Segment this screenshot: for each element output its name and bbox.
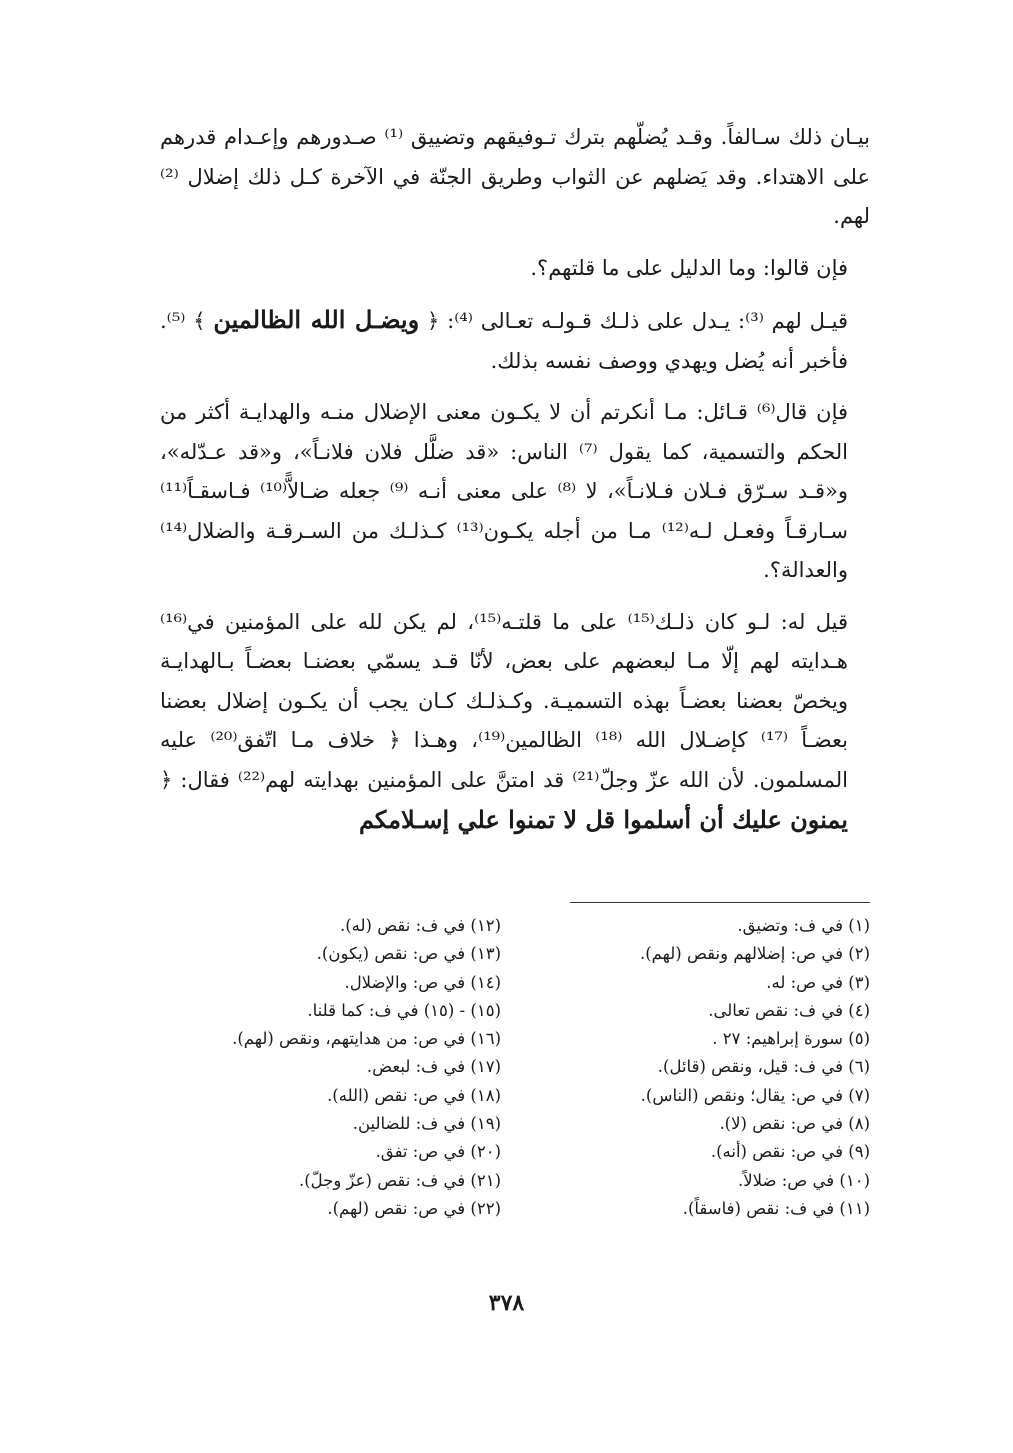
paragraph-5-text: قيل له: لـو كان ذلـك⁽¹⁵⁾ على ما قلتـه⁽¹⁵⁾، لم يكن لله على المؤمنين في⁽¹⁶⁾ هـدايته لهم إلّا مـا لبعضهم على بعض، لأنّا قـد يسمّي بعضنـا بعضـاً بـالهدايـة ويخصّ بعضنا بعضـاً بهذه التسميـة. وكـذلـك كـان يجب أن يكـون إضلال بعضنا بعضـاً ⁽¹⁷⁾ كإضـلال الله ⁽¹⁸⁾ الظالمين⁽¹⁹⁾، وهـذا ﴿ خلاف مـا اتّفق⁽²⁰⁾ عليه المسلمون. لأن الله عزّ وجلّ⁽²¹⁾ قد امتنَّ على المؤمنين بهدايته لهم⁽²²⁾ فقال: ﴿ — [160, 609, 848, 792]
footnote-1: (١) في ف: وتضيق. — [737, 916, 870, 935]
footnote-15: (١٥) - (١٥) في ف: كما قلنا. — [307, 1000, 501, 1020]
paragraph-3-intro: قيـل لهم ⁽³⁾: يـدل على ذلـك قـولـه تعـالى ⁽⁴⁾: ﴿ — [427, 309, 848, 333]
paragraph-3-end: ﴾ ⁽⁵⁾. فأخبر أنه يُضل ويهدي ووصف نفسه بذلك. — [160, 309, 848, 373]
footnote-14: (١٤) في ص: والإضلال. — [344, 972, 501, 992]
footnote-10: (١٠) في ص: ضلالاً. — [737, 1170, 870, 1190]
footnote-8: (٨) في ص: نقص (لا). — [719, 1114, 870, 1134]
footnote-6: (٦) في ف: قيل، ونقص (قائل). — [657, 1057, 870, 1077]
footnote-11: (١١) في ف: نقص (فاسقاً). — [682, 1198, 870, 1218]
paragraph-1: بيـان ذلك سـالفاً. وقـد يُضلّهم بترك تـوفيقهم وتضييق ⁽¹⁾ صـدورهم وإعـدام قدرهم على الاهتداء. وقد يَضلهم عن الثواب وطريق الجنّة في الآخرة كـل ذلك إضلال ⁽²⁾ لهم. — [160, 125, 871, 228]
footnote-19: (١٩) في ف: للضالين. — [352, 1114, 501, 1134]
quran-verse-1: ويضـل الله الظالمين — [213, 305, 420, 334]
footnote-20: (٢٠) في ص: تفق. — [375, 1142, 501, 1162]
paragraph-5 — [160, 603, 870, 842]
footnote-13: (١٣) في ص: نقص (يكون). — [316, 944, 501, 964]
footnotes-right-column — [510, 912, 870, 1223]
footnote-12: (١٢) في ف: نقص (له). — [339, 916, 501, 935]
footnote-16: (١٦) في ص: من هدايتهم، ونقص (لهم). — [232, 1029, 501, 1049]
footnote-5: (٥) سورة إبراهيم: ٢٧ . — [712, 1029, 870, 1049]
paragraph-4: فإن قال⁽⁶⁾ قـائل: مـا أنكرتم أن لا يكـون معنى الإضلال منـه والهدايـة أكثر من الحكم والتسمية، كما يقول ⁽⁷⁾ الناس: «قد ضلَّل فلان فلانـاً»، و«قد عـدّله»، و«قـد سـرّق فـلان فـلانـاً»، لا ⁽⁸⁾ على معنى أنـه ⁽⁹⁾ جعله ضـالاًّ⁽¹⁰⁾ فـاسقـاً⁽¹¹⁾سـارقـاً وفعـل لـه⁽¹²⁾ مـا من أجله يكـون⁽¹³⁾ كـذلـك من السـرقـة والضلال⁽¹⁴⁾ والعدالة؟. — [160, 400, 849, 582]
main-text — [160, 118, 870, 854]
footnote-21: (٢١) في ف: نقص (عزّ وجلّ). — [298, 1170, 501, 1190]
quran-verse-2: يمنون عليك أن أسلموا قل لا تمنوا علي إسـلامكم — [358, 805, 848, 834]
footnote-divider — [570, 902, 870, 903]
page-number: ٣٧٨ — [488, 1290, 525, 1316]
paragraph-2: فإن قالوا: وما الدليل على ما قلتهم؟. — [530, 255, 848, 280]
footnote-3: (٣) في ص: له. — [766, 972, 870, 992]
footnote-4: (٤) في ف: نقص تعالى. — [708, 1000, 870, 1020]
footnote-18: (١٨) في ص: نقص (الله). — [327, 1085, 501, 1105]
footnote-22: (٢٢) في ص: نقص (لهم). — [327, 1198, 501, 1218]
paragraph-3 — [160, 300, 870, 381]
footnote-2: (٢) في ص: إضلالهم ونقص (لهم). — [639, 944, 870, 964]
footnote-17: (١٧) في ف: لبعض. — [366, 1057, 501, 1077]
footnote-7: (٧) في ص: يقال؛ ونقص (الناس). — [640, 1085, 870, 1105]
footnote-9: (٩) في ص: نقص (أنه). — [710, 1142, 870, 1162]
footnotes-left-column — [141, 912, 501, 1223]
